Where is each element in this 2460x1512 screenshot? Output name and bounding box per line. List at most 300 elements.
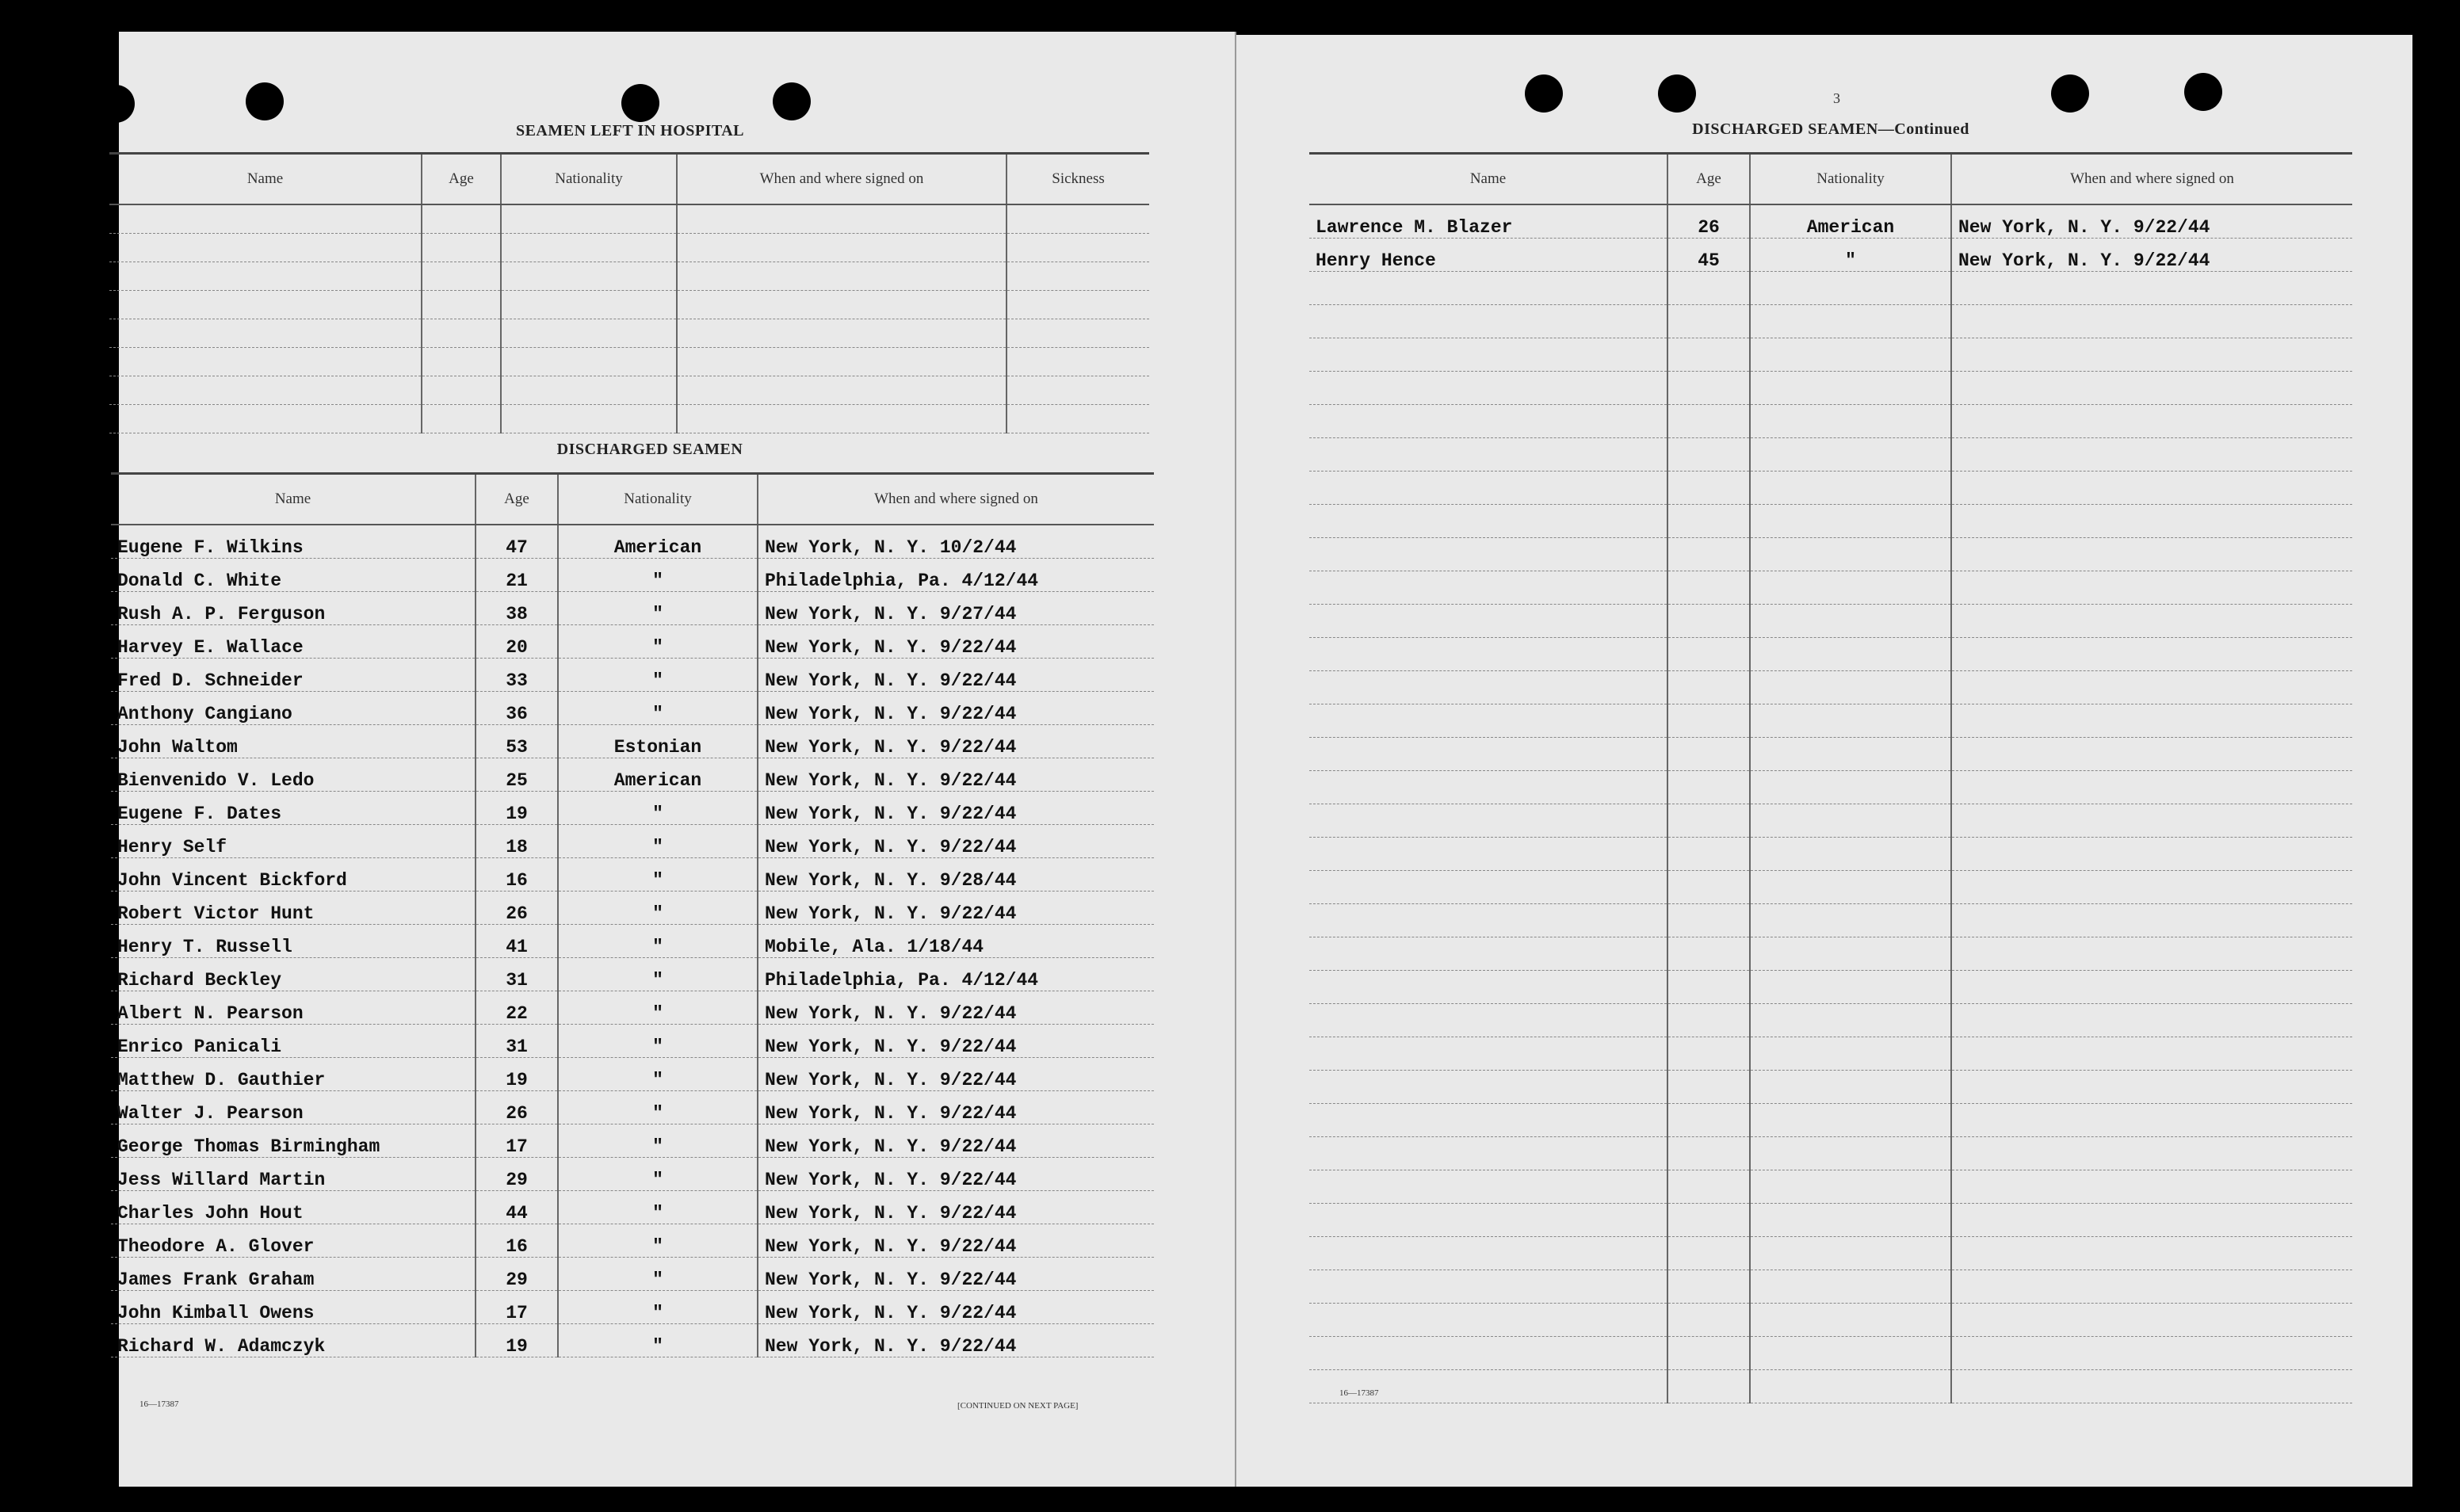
table-row [111, 692, 1154, 725]
empty-cell [422, 234, 501, 262]
cell-name [1309, 305, 1667, 338]
cell-name: Charles John Hout [111, 1191, 476, 1224]
cell-signed-on [1951, 1304, 2352, 1337]
cell-name [1309, 638, 1667, 671]
cell-nationality [1750, 971, 1951, 1004]
cell-nationality [1750, 804, 1951, 838]
cell-signed-on [1951, 1270, 2352, 1304]
discharged-header-row [111, 474, 1154, 525]
table-row [111, 559, 1154, 592]
cell-signed-on [1951, 372, 2352, 405]
cell-age [1667, 838, 1750, 871]
empty-cell [1007, 204, 1149, 234]
cell-signed-on [1951, 1071, 2352, 1104]
cell-name: Walter J. Pearson [111, 1091, 476, 1124]
cell-age [1667, 1337, 1750, 1370]
cell-nationality [1750, 1304, 1951, 1337]
cell-name: Rush A. P. Ferguson [111, 592, 476, 625]
empty-cell [501, 405, 677, 433]
cell-nationality [1750, 738, 1951, 771]
cell-nationality [1750, 538, 1951, 571]
empty-cell [501, 319, 677, 348]
table-row [1309, 538, 2352, 571]
cell-signed-on [1951, 1170, 2352, 1204]
cell-nationality [1750, 305, 1951, 338]
discharged-section-title: DISCHARGED SEAMEN [556, 441, 743, 458]
table-row [111, 792, 1154, 825]
cell-age [1667, 638, 1750, 671]
empty-cell [1007, 376, 1149, 405]
punch-hole [773, 82, 811, 120]
cell-age: 19 [476, 1324, 558, 1357]
page-number: 3 [1833, 90, 1840, 106]
punch-hole [2051, 74, 2089, 113]
table-row [111, 592, 1154, 625]
empty-cell [109, 319, 422, 348]
table-row [1309, 1204, 2352, 1237]
cell-age: 19 [476, 792, 558, 825]
table-row [1309, 505, 2352, 538]
cell-signed-on [1951, 472, 2352, 505]
cell-age [1667, 1370, 1750, 1403]
cell-name [1309, 372, 1667, 405]
cell-signed-on [1951, 771, 2352, 804]
cell-nationality: " [558, 692, 758, 725]
cell-nationality: " [558, 1291, 758, 1324]
cell-age: 33 [476, 659, 558, 692]
table-row [111, 958, 1154, 991]
column-header: When and where signed on [1951, 154, 2352, 205]
punch-hole [1658, 74, 1696, 113]
cell-nationality [1750, 1037, 1951, 1071]
cell-signed-on [1951, 438, 2352, 472]
table-row [1309, 1370, 2352, 1403]
cell-nationality: " [1750, 239, 1951, 272]
cell-age: 29 [476, 1258, 558, 1291]
cell-nationality: " [558, 892, 758, 925]
cell-name [1309, 1137, 1667, 1170]
cell-signed-on: New York, N. Y. 9/22/44 [758, 1025, 1154, 1058]
cell-age [1667, 305, 1750, 338]
cell-signed-on: New York, N. Y. 9/22/44 [1951, 204, 2352, 239]
cell-nationality: " [558, 1191, 758, 1224]
cell-nationality [1750, 438, 1951, 472]
cell-age [1667, 505, 1750, 538]
cell-name [1309, 771, 1667, 804]
table-row [111, 625, 1154, 659]
cell-name [1309, 704, 1667, 738]
cell-nationality [1750, 472, 1951, 505]
cell-name: Fred D. Schneider [111, 659, 476, 692]
continued-note: [CONTINUED ON NEXT PAGE] [957, 1401, 1079, 1411]
cell-signed-on: New York, N. Y. 9/22/44 [758, 792, 1154, 825]
cell-nationality [1750, 1170, 1951, 1204]
cell-name: Bienvenido V. Ledo [111, 758, 476, 792]
cell-age: 18 [476, 825, 558, 858]
cell-age: 31 [476, 958, 558, 991]
cell-signed-on: New York, N. Y. 9/28/44 [758, 858, 1154, 892]
cell-signed-on [1951, 305, 2352, 338]
empty-cell [109, 262, 422, 291]
cell-signed-on [1951, 1337, 2352, 1370]
cell-nationality: " [558, 1058, 758, 1091]
table-row [1309, 871, 2352, 904]
cell-name: Enrico Panicali [111, 1025, 476, 1058]
cell-nationality: " [558, 858, 758, 892]
table-row [111, 1025, 1154, 1058]
column-header: Nationality [501, 154, 677, 205]
empty-cell [1007, 234, 1149, 262]
cell-name [1309, 1004, 1667, 1037]
cell-nationality [1750, 871, 1951, 904]
cell-signed-on: Mobile, Ala. 1/18/44 [758, 925, 1154, 958]
table-row [1309, 638, 2352, 671]
cell-nationality [1750, 1237, 1951, 1270]
table-row [1309, 1237, 2352, 1270]
cell-name: Anthony Cangiano [111, 692, 476, 725]
cell-age [1667, 1170, 1750, 1204]
table-row [1309, 738, 2352, 771]
cell-name [1309, 505, 1667, 538]
column-header: When and where signed on [758, 474, 1154, 525]
cell-nationality: " [558, 659, 758, 692]
table-row [111, 659, 1154, 692]
cell-name [1309, 971, 1667, 1004]
hospital-section-title: SEAMEN LEFT IN HOSPITAL [515, 122, 745, 139]
column-header: Name [111, 474, 476, 525]
cell-nationality: " [558, 1324, 758, 1357]
cell-signed-on [1951, 1237, 2352, 1270]
cell-age: 41 [476, 925, 558, 958]
punch-hole [97, 85, 135, 123]
empty-cell [109, 291, 422, 319]
cell-age [1667, 605, 1750, 638]
cell-nationality [1750, 704, 1951, 738]
cell-name [1309, 738, 1667, 771]
table-row [111, 925, 1154, 958]
column-header: Age [476, 474, 558, 525]
cell-signed-on [1951, 1104, 2352, 1137]
cell-signed-on: New York, N. Y. 9/22/44 [758, 692, 1154, 725]
cell-age [1667, 1104, 1750, 1137]
empty-cell [1007, 405, 1149, 433]
punch-hole [2184, 73, 2222, 111]
cell-name: John Waltom [111, 725, 476, 758]
cell-name [1309, 871, 1667, 904]
cell-nationality: " [558, 1158, 758, 1191]
empty-cell [677, 405, 1007, 433]
empty-cell [1007, 319, 1149, 348]
cell-nationality [1750, 1004, 1951, 1037]
table-row [111, 1124, 1154, 1158]
empty-cell [501, 262, 677, 291]
empty-cell [1007, 291, 1149, 319]
cell-signed-on [1951, 1037, 2352, 1071]
cell-nationality: American [558, 525, 758, 559]
cell-age: 16 [476, 1224, 558, 1258]
cell-signed-on [1951, 937, 2352, 971]
cell-nationality: American [558, 758, 758, 792]
form-number: 16—17387 [139, 1399, 179, 1409]
cell-age: 20 [476, 625, 558, 659]
hospital-table [109, 152, 1149, 433]
cell-signed-on: New York, N. Y. 9/22/44 [758, 991, 1154, 1025]
cell-signed-on [1951, 638, 2352, 671]
empty-cell [677, 319, 1007, 348]
cell-nationality [1750, 1071, 1951, 1104]
cell-age [1667, 1137, 1750, 1170]
empty-cell [501, 348, 677, 376]
column-header: Nationality [1750, 154, 1951, 205]
cell-nationality: " [558, 559, 758, 592]
column-header: Name [1309, 154, 1667, 205]
cell-name: Richard W. Adamczyk [111, 1324, 476, 1357]
cell-name: Richard Beckley [111, 958, 476, 991]
cell-name [1309, 937, 1667, 971]
cell-age [1667, 1204, 1750, 1237]
column-header: Name [109, 154, 422, 205]
empty-cell [677, 348, 1007, 376]
cell-name [1309, 1037, 1667, 1071]
punch-hole [246, 82, 284, 120]
cell-name: Jess Willard Martin [111, 1158, 476, 1191]
cell-name [1309, 472, 1667, 505]
cell-name: Theodore A. Glover [111, 1224, 476, 1258]
table-row [1309, 704, 2352, 738]
cell-name [1309, 438, 1667, 472]
cell-age [1667, 804, 1750, 838]
table-row [111, 1158, 1154, 1191]
table-row [1309, 1337, 2352, 1370]
cell-age: 47 [476, 525, 558, 559]
cell-nationality: " [558, 1124, 758, 1158]
table-row [109, 291, 1149, 319]
hospital-body [109, 204, 1149, 433]
cell-name: John Kimball Owens [111, 1291, 476, 1324]
cell-nationality [1750, 571, 1951, 605]
cell-age [1667, 704, 1750, 738]
cell-name [1309, 1104, 1667, 1137]
table-row [111, 1324, 1154, 1357]
table-row [1309, 1137, 2352, 1170]
column-header: Sickness [1007, 154, 1149, 205]
table-row [109, 405, 1149, 433]
cell-name [1309, 338, 1667, 372]
table-row [1309, 239, 2352, 272]
cell-name: Matthew D. Gauthier [111, 1058, 476, 1091]
empty-cell [109, 204, 422, 234]
cell-age [1667, 1037, 1750, 1071]
cell-nationality [1750, 838, 1951, 871]
punch-hole [1525, 74, 1563, 113]
cell-age: 19 [476, 1058, 558, 1091]
cell-name: Henry Hence [1309, 239, 1667, 272]
empty-cell [501, 376, 677, 405]
cell-nationality: " [558, 991, 758, 1025]
cell-age [1667, 538, 1750, 571]
cell-signed-on: Philadelphia, Pa. 4/12/44 [758, 958, 1154, 991]
cell-name: Lawrence M. Blazer [1309, 204, 1667, 239]
cell-age: 21 [476, 559, 558, 592]
table-row [111, 858, 1154, 892]
cell-signed-on: New York, N. Y. 10/2/44 [758, 525, 1154, 559]
cell-age: 53 [476, 725, 558, 758]
table-row [1309, 1071, 2352, 1104]
table-row [111, 892, 1154, 925]
cell-signed-on: New York, N. Y. 9/22/44 [758, 625, 1154, 659]
cell-signed-on: New York, N. Y. 9/22/44 [758, 758, 1154, 792]
cell-nationality [1750, 1204, 1951, 1237]
cell-nationality [1750, 372, 1951, 405]
hospital-header-row [109, 154, 1149, 205]
cell-nationality: " [558, 1025, 758, 1058]
cell-signed-on [1951, 704, 2352, 738]
cell-nationality: " [558, 958, 758, 991]
cell-signed-on: New York, N. Y. 9/22/44 [758, 1324, 1154, 1357]
table-row [1309, 804, 2352, 838]
continued-body [1309, 204, 2352, 1403]
cell-age [1667, 338, 1750, 372]
empty-cell [109, 234, 422, 262]
table-row [111, 725, 1154, 758]
cell-age: 17 [476, 1124, 558, 1158]
cell-signed-on: New York, N. Y. 9/22/44 [758, 825, 1154, 858]
cell-name: John Vincent Bickford [111, 858, 476, 892]
cell-signed-on [1951, 671, 2352, 704]
table-row [1309, 338, 2352, 372]
table-row [111, 758, 1154, 792]
table-row [1309, 904, 2352, 937]
cell-age [1667, 1304, 1750, 1337]
cell-signed-on [1951, 971, 2352, 1004]
cell-signed-on: New York, N. Y. 9/27/44 [758, 592, 1154, 625]
discharged-table [111, 472, 1154, 1357]
table-row [111, 1191, 1154, 1224]
cell-signed-on: New York, N. Y. 9/22/44 [758, 659, 1154, 692]
cell-signed-on [1951, 1137, 2352, 1170]
cell-age [1667, 771, 1750, 804]
empty-cell [422, 262, 501, 291]
cell-signed-on [1951, 505, 2352, 538]
continued-section-title: DISCHARGED SEAMEN—Continued [1692, 120, 1969, 138]
empty-cell [422, 319, 501, 348]
table-row [1309, 771, 2352, 804]
cell-age [1667, 671, 1750, 704]
cell-signed-on [1951, 838, 2352, 871]
cell-name [1309, 838, 1667, 871]
cell-age: 26 [476, 892, 558, 925]
table-row [1309, 1270, 2352, 1304]
cell-age [1667, 405, 1750, 438]
cell-nationality [1750, 638, 1951, 671]
cell-age [1667, 1071, 1750, 1104]
cell-signed-on [1951, 1004, 2352, 1037]
empty-cell [422, 405, 501, 433]
cell-age: 36 [476, 692, 558, 725]
cell-nationality [1750, 605, 1951, 638]
cell-signed-on [1951, 272, 2352, 305]
cell-signed-on: New York, N. Y. 9/22/44 [758, 1158, 1154, 1191]
table-row [1309, 472, 2352, 505]
cell-name [1309, 1337, 1667, 1370]
cell-name: Henry Self [111, 825, 476, 858]
cell-signed-on: New York, N. Y. 9/22/44 [758, 1224, 1154, 1258]
cell-name [1309, 405, 1667, 438]
cell-age [1667, 871, 1750, 904]
table-row [111, 1291, 1154, 1324]
cell-age: 22 [476, 991, 558, 1025]
cell-nationality [1750, 1337, 1951, 1370]
cell-name [1309, 538, 1667, 571]
cell-signed-on [1951, 571, 2352, 605]
cell-nationality: " [558, 825, 758, 858]
table-row [1309, 1004, 2352, 1037]
column-header: Nationality [558, 474, 758, 525]
cell-signed-on [1951, 871, 2352, 904]
cell-age [1667, 372, 1750, 405]
cell-signed-on [1951, 538, 2352, 571]
column-header: Age [1667, 154, 1750, 205]
cell-nationality: " [558, 625, 758, 659]
cell-age: 17 [476, 1291, 558, 1324]
cell-nationality: " [558, 1091, 758, 1124]
table-row [109, 348, 1149, 376]
cell-name [1309, 804, 1667, 838]
empty-cell [501, 234, 677, 262]
empty-cell [1007, 348, 1149, 376]
empty-cell [677, 262, 1007, 291]
cell-name [1309, 1370, 1667, 1403]
empty-cell [501, 204, 677, 234]
empty-cell [501, 291, 677, 319]
cell-signed-on: New York, N. Y. 9/22/44 [758, 892, 1154, 925]
table-row [1309, 838, 2352, 871]
cell-nationality: " [558, 1224, 758, 1258]
table-row [111, 525, 1154, 559]
cell-age [1667, 937, 1750, 971]
discharged-body [111, 525, 1154, 1357]
cell-signed-on: New York, N. Y. 9/22/44 [1951, 239, 2352, 272]
empty-cell [109, 348, 422, 376]
punch-hole [621, 84, 659, 122]
cell-nationality [1750, 771, 1951, 804]
cell-age [1667, 1270, 1750, 1304]
cell-age [1667, 1237, 1750, 1270]
cell-nationality: American [1750, 204, 1951, 239]
cell-age: 45 [1667, 239, 1750, 272]
cell-age [1667, 971, 1750, 1004]
table-row [1309, 671, 2352, 704]
cell-nationality [1750, 904, 1951, 937]
table-row [109, 204, 1149, 234]
column-header: Age [422, 154, 501, 205]
table-row [111, 1058, 1154, 1091]
cell-signed-on [1951, 405, 2352, 438]
table-row [111, 825, 1154, 858]
empty-cell [677, 291, 1007, 319]
table-row [111, 1091, 1154, 1124]
cell-age: 26 [1667, 204, 1750, 239]
empty-cell [109, 376, 422, 405]
table-row [1309, 971, 2352, 1004]
cell-nationality [1750, 1270, 1951, 1304]
cell-age [1667, 738, 1750, 771]
cell-signed-on: New York, N. Y. 9/22/44 [758, 1091, 1154, 1124]
cell-age [1667, 438, 1750, 472]
empty-cell [677, 204, 1007, 234]
cell-signed-on [1951, 338, 2352, 372]
cell-signed-on: New York, N. Y. 9/22/44 [758, 725, 1154, 758]
